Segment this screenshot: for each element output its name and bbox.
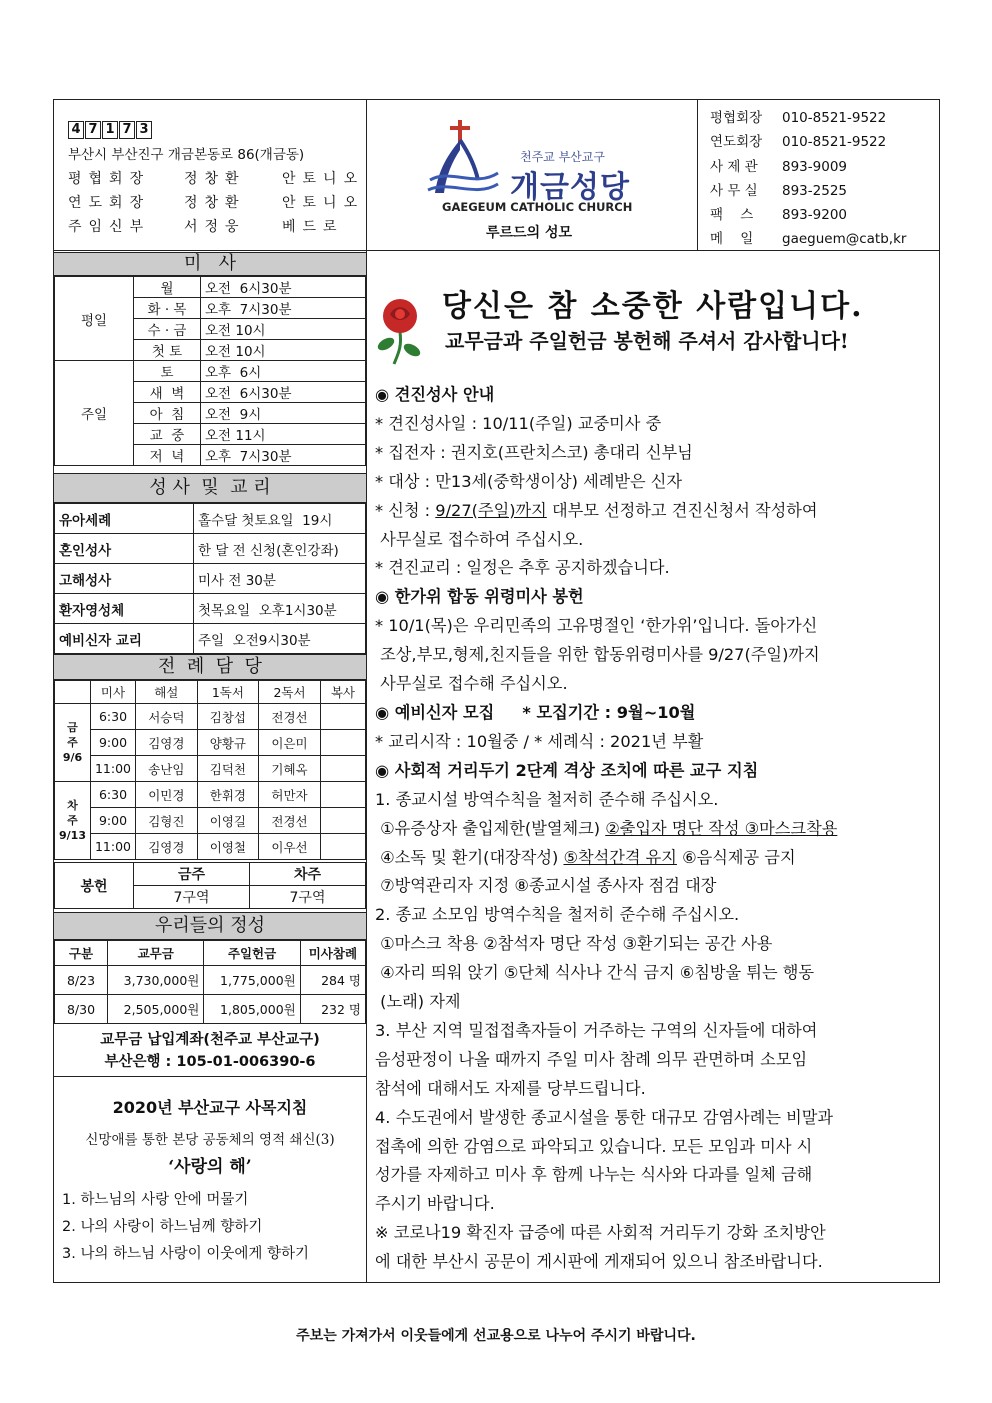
mass-day: 화 · 목 [134, 298, 201, 319]
offerings-table [54, 940, 366, 1024]
offerings-cell: 3,730,000원 [108, 966, 204, 995]
liturgy-cell: 이영길 [197, 808, 259, 834]
notice-text: * 신청 : [375, 500, 436, 520]
pastoral-items [62, 1187, 309, 1268]
notice-text: ④소독 및 환기(대장작성) [375, 847, 564, 867]
offerings-cell: 8/30 [55, 995, 108, 1024]
mass-time: 오후 7시30분 [201, 445, 366, 466]
mass-day: 수 · 금 [134, 319, 201, 340]
liturgy-cell: 6:30 [90, 704, 135, 730]
logo-english-name: GAEGEUM CATHOLIC CHURCH [442, 200, 633, 214]
notice-line [375, 497, 935, 526]
sacrament-name: 혼인성사 [55, 534, 194, 564]
liturgy-cell [320, 834, 365, 860]
contact-list [710, 106, 906, 252]
mass-time: 오전 11시 [201, 424, 366, 445]
offerings-header: 미사참례 [300, 941, 365, 966]
contact-value: 893-2525 [782, 182, 847, 199]
liturgy-cell [320, 704, 365, 730]
contact-row [710, 130, 906, 154]
liturgy-header: 1독서 [197, 681, 259, 704]
zip-digit: 7 [119, 121, 135, 139]
offerings-cell: 8/23 [55, 966, 108, 995]
sacrament-value: 홀수달 첫토요일 19시 [194, 504, 366, 534]
contact-row [710, 155, 906, 179]
mass-time: 오전 10시 [201, 319, 366, 340]
account-title: 교무금 납입계좌(천주교 부산교구) [100, 1032, 320, 1048]
liturgy-cell: 서승덕 [136, 704, 198, 730]
notice-line: 주시기 바랍니다. [375, 1194, 495, 1214]
mass-section-title: 미 사 [54, 252, 366, 276]
offerings-section-title: 우리들의 정성 [54, 912, 366, 940]
liturgy-cell: 11:00 [90, 756, 135, 782]
notice-line: * 교리시작 : 10월중 / * 세례식 : 2021년 부활 [375, 731, 704, 751]
liturgy-cell [320, 782, 365, 808]
notice-heading: ◉ 견진성사 안내 [375, 385, 495, 404]
mass-day: 교 중 [134, 424, 201, 445]
banner-title: 당신은 참 소중한 사람입니다. [442, 289, 864, 324]
weekday-label: 평일 [55, 277, 134, 361]
column-divider [366, 99, 367, 1283]
officer-saint: 베드로 [282, 219, 344, 235]
church-emblem-icon [420, 118, 500, 198]
mass-time: 오후 7시30분 [201, 298, 366, 319]
liturgy-cell [320, 730, 365, 756]
officer-saint: 안토니오 [282, 195, 365, 211]
notice-line: 에 대한 부산시 공문이 게시판에 게재되어 있으니 참조바랍니다. [375, 1252, 823, 1272]
zip-code [68, 120, 364, 139]
mass-time: 오후 6시 [201, 361, 366, 382]
liturgy-week-label: 차 주 9/13 [55, 782, 91, 860]
notice-line: * 견진교리 : 일정은 추후 공지하겠습니다. [375, 558, 670, 578]
officer-role: 연도회장 [68, 195, 151, 211]
officer-row [68, 167, 364, 191]
mass-day: 월 [134, 277, 201, 298]
offering-duty-label: 봉헌 [55, 863, 134, 909]
header-right-divider [697, 99, 698, 250]
rose-icon [372, 292, 428, 366]
contact-value: 010-8521-9522 [782, 134, 887, 151]
pastoral-subtitle: 신망애를 통한 본당 공동체의 영적 쇄신(3) [85, 1132, 335, 1148]
mass-time: 오전 6시30분 [201, 277, 366, 298]
mass-time: 오전 10시 [201, 340, 366, 361]
liturgy-header: 미사 [90, 681, 135, 704]
notice-heading: ◉ 예비신자 모집 * 모집기간 : 9월~10월 [375, 702, 696, 722]
liturgy-cell: 이은미 [259, 730, 321, 756]
contact-label: 메 일 [710, 231, 754, 248]
notice-line: * 집전자 : 권지호(프란치스코) 총대리 신부님 [375, 442, 693, 462]
pastoral-block [54, 1095, 366, 1177]
liturgy-cell: 전경선 [259, 704, 321, 730]
liturgy-section-title: 전 례 담 당 [54, 654, 366, 680]
notice-line: 4. 수도권에서 발생한 종교시설을 통한 대규모 감염사례는 비말과 [375, 1107, 834, 1127]
church-logo [420, 118, 650, 248]
notice-line: 성가를 자제하고 미사 후 함께 나누는 식사와 다과를 일체 금해 [375, 1165, 813, 1185]
sacrament-name: 유아세례 [55, 504, 194, 534]
officer-row [68, 191, 364, 215]
notice-underlined: ⑤착석간격 유지 [563, 847, 677, 867]
liturgy-cell: 허만자 [259, 782, 321, 808]
pastoral-title: 2020년 부산교구 사목지침 [112, 1098, 308, 1117]
offering-week-head: 차주 [250, 863, 366, 886]
notice-line: 사무실로 접수하여 주십시오. [375, 529, 584, 549]
address-text: 부산시 부산진구 개금본동로 86(개금동) [68, 147, 305, 163]
sacrament-name: 환자영성체 [55, 594, 194, 624]
contact-value: gaeguem@catb,kr [782, 231, 907, 248]
contact-value: 893-9200 [782, 207, 847, 224]
liturgy-cell: 11:00 [90, 834, 135, 860]
zip-digit: 7 [85, 121, 101, 139]
offering-week-value: 7구역 [134, 886, 250, 909]
sacrament-value: 주일 오전9시30분 [194, 624, 366, 654]
contact-label: 팩 스 [710, 207, 754, 224]
sacraments-section-title: 성 사 및 교 리 [54, 473, 366, 503]
liturgy-cell: 김덕천 [197, 756, 259, 782]
notice-text: 대부모 선정하고 견진신청서 작성하여 [546, 500, 818, 520]
offerings-cell: 284 명 [300, 966, 365, 995]
notice-line: 참석에 대해서도 자제를 당부드립니다. [375, 1078, 646, 1098]
contact-row [710, 227, 906, 251]
mass-time: 오전 9시 [201, 403, 366, 424]
deadline-text: 9/27(주일)까지 [435, 500, 547, 520]
offerings-header: 구분 [55, 941, 108, 966]
pastoral-theme: ‘사랑의 해’ [168, 1157, 252, 1177]
notice-heading: ◉ 한가위 합동 위령미사 봉헌 [375, 587, 584, 607]
liturgy-cell: 양황규 [197, 730, 259, 756]
notice-line: ①마스크 착용 ②참석자 명단 작성 ③환기되는 공간 사용 [375, 934, 773, 954]
pastoral-item: 2. 나의 사랑이 하느님께 향하기 [62, 1219, 263, 1235]
mass-day: 저 녁 [134, 445, 201, 466]
sacrament-value: 미사 전 30분 [194, 564, 366, 594]
offering-week-head: 금주 [134, 863, 250, 886]
liturgy-cell: 6:30 [90, 782, 135, 808]
offerings-header: 주일헌금 [204, 941, 300, 966]
offerings-cell: 1,805,000원 [204, 995, 300, 1024]
notice-heading: ◉ 사회적 거리두기 2단계 격상 조치에 따른 교구 지침 [375, 760, 759, 780]
offerings-cell: 1,775,000원 [204, 966, 300, 995]
liturgy-cell [320, 756, 365, 782]
notice-line: 3. 부산 지역 밀접접촉자들이 거주하는 구역의 신자들에 대하여 [375, 1020, 818, 1040]
notice-line [375, 815, 935, 844]
officer-row [68, 215, 364, 239]
mass-day: 아 침 [134, 403, 201, 424]
notice-line: 2. 종교 소모임 방역수칙을 철저히 준수해 주십시오. [375, 905, 740, 925]
liturgy-cell: 이민경 [136, 782, 198, 808]
mass-day: 토 [134, 361, 201, 382]
notice-line: (노래) 자제 [375, 992, 461, 1012]
officer-name: 정창환 [184, 171, 246, 187]
liturgy-cell: 전경선 [259, 808, 321, 834]
offering-week-value: 7구역 [250, 886, 366, 909]
logo-diocese: 천주교 부산교구 [520, 150, 605, 164]
officer-role: 평협회장 [68, 171, 151, 187]
liturgy-cell: 이우선 [259, 834, 321, 860]
notice-line: 1. 종교시설 방역수칙을 철저히 준수해 주십시오. [375, 789, 719, 809]
notice-line: * 10/1(목)은 우리민족의 고유명절인 ‘한가위’입니다. 돌아가신 [375, 616, 818, 636]
mass-time: 오전 6시30분 [201, 382, 366, 403]
notice-line: 조상,부모,형제,친지들을 위한 합동위령미사를 9/27(주일)까지 [375, 645, 820, 665]
zip-digit: 1 [102, 121, 118, 139]
sunday-label: 주일 [55, 361, 134, 466]
contact-value: 893-9009 [782, 158, 847, 175]
zip-digit: 3 [136, 121, 152, 139]
mass-schedule-table [54, 276, 366, 466]
mass-day: 첫 토 [134, 340, 201, 361]
banner-subtitle: 교무금과 주일헌금 봉헌해 주셔서 감사합니다! [445, 329, 849, 353]
offerings-cell: 2,505,000원 [108, 995, 204, 1024]
liturgy-header: 2독서 [259, 681, 321, 704]
officer-saint: 안토니오 [282, 171, 365, 187]
patron-saint: 루르드의 성모 [486, 225, 573, 241]
notices [375, 381, 935, 1277]
contact-row [710, 106, 906, 130]
contact-label: 연도회장 [710, 134, 763, 151]
pastoral-item: 1. 하느님의 사랑 안에 머물기 [62, 1192, 249, 1208]
notice-underlined: ②출입자 명단 작성 ③마스크착용 [605, 818, 838, 838]
mass-day: 새 벽 [134, 382, 201, 403]
liturgy-cell: 한휘경 [197, 782, 259, 808]
liturgy-corner [55, 681, 91, 704]
liturgy-header: 해설 [136, 681, 198, 704]
officer-role: 주임신부 [68, 219, 151, 235]
account-block [54, 1029, 366, 1073]
notice-line: 음성판정이 나올 때까지 주일 미사 참례 의무 관면하며 소모임 [375, 1049, 808, 1069]
contact-label: 사 무 실 [710, 182, 758, 199]
liturgy-cell: 기혜옥 [259, 756, 321, 782]
sacrament-name: 고해성사 [55, 564, 194, 594]
contact-row [710, 203, 906, 227]
liturgy-cell: 9:00 [90, 808, 135, 834]
zip-digit: 4 [68, 121, 84, 139]
sacrament-value: 첫목요일 오후1시30분 [194, 594, 366, 624]
liturgy-cell: 김영경 [136, 730, 198, 756]
liturgy-cell: 김창섭 [197, 704, 259, 730]
officer-name: 정창환 [184, 195, 246, 211]
account-number: 부산은행 : 105-01-006390-6 [104, 1054, 316, 1070]
contact-label: 사 제 관 [710, 158, 758, 175]
liturgy-cell: 9:00 [90, 730, 135, 756]
offerings-header: 교무금 [108, 941, 204, 966]
notice-line: ⑦방역관리자 지정 ⑧종교시설 종사자 점검 대장 [375, 876, 717, 896]
liturgy-cell: 김영경 [136, 834, 198, 860]
notice-line: ※ 코로나19 확진자 급증에 따른 사회적 거리두기 강화 조치방안 [375, 1223, 826, 1243]
contact-label: 평협회장 [710, 110, 763, 126]
notice-line: * 견진성사일 : 10/11(주일) 교중미사 중 [375, 413, 662, 433]
notice-text: ⑥음식제공 금지 [676, 847, 796, 867]
officer-name: 서정웅 [184, 219, 246, 235]
pastoral-item: 3. 나의 하느님 사랑이 이웃에게 향하기 [62, 1246, 309, 1262]
notice-line: * 대상 : 만13세(중학생이상) 세례받은 신자 [375, 471, 683, 491]
logo-church-name: 개금성당 [510, 170, 630, 205]
notice-text: ①유증상자 출입제한(발열체크) [375, 818, 606, 838]
offerings-cell: 232 명 [300, 995, 365, 1024]
liturgy-cell: 송난임 [136, 756, 198, 782]
liturgy-header: 복사 [320, 681, 365, 704]
liturgy-cell [320, 808, 365, 834]
notice-line: ④자리 띄워 앉기 ⑤단체 식사나 간식 금지 ⑥침방울 튀는 행동 [375, 963, 815, 983]
sacrament-value: 한 달 전 신청(혼인강좌) [194, 534, 366, 564]
sacrament-name: 예비신자 교리 [55, 624, 194, 654]
liturgy-cell: 이영철 [197, 834, 259, 860]
offering-duty-table [54, 862, 366, 909]
notice-line [375, 844, 935, 873]
liturgy-table [54, 680, 366, 860]
liturgy-week-label: 금 주 9/6 [55, 704, 91, 782]
sacraments-table [54, 503, 366, 654]
contact-value: 010-8521-9522 [782, 110, 887, 126]
parish-address-block [68, 120, 364, 239]
pastoral-divider [53, 1076, 367, 1077]
notice-line: 접촉에 의한 감염으로 파악되고 있습니다. 모든 모임과 미사 시 [375, 1136, 813, 1156]
footer-note: 주보는 가져가서 이웃들에게 선교용으로 나누어 주시기 바랍니다. [296, 1328, 696, 1344]
contact-row [710, 179, 906, 203]
liturgy-cell: 김형진 [136, 808, 198, 834]
notice-line: 사무실로 접수해 주십시오. [375, 674, 568, 694]
